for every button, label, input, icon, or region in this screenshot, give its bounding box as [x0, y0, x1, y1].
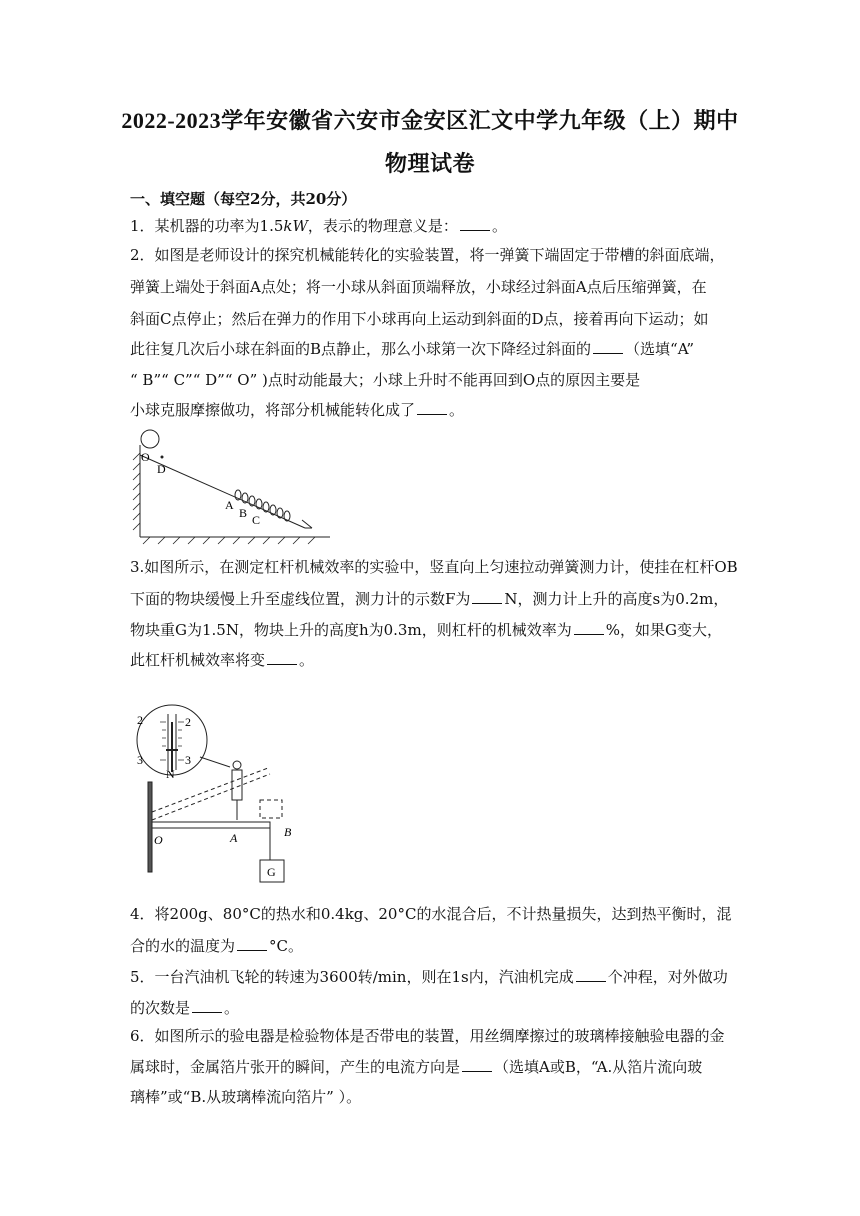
answer-blank[interactable] [460, 216, 490, 231]
question-4-line1: 4．将200g、80°C的热水和0.4kg、20°C的水混合后，不计热量损失，达到热平衡时，混 [130, 905, 732, 923]
incline-spring-figure [130, 425, 335, 545]
answer-blank[interactable] [237, 936, 267, 951]
label-G: G [267, 865, 276, 879]
answer-blank[interactable] [462, 1057, 492, 1072]
section-heading: 一、填空题（每空2分，共20分） [130, 190, 357, 208]
answer-blank[interactable] [574, 620, 604, 635]
answer-blank[interactable] [576, 967, 606, 982]
question-6-line3: 璃棒”或“B.从玻璃棒流向箔片” ）。 [130, 1088, 362, 1106]
question-2-line2: 弹簧上端处于斜面A点处；将一小球从斜面顶端释放，小球经过斜面A点后压缩弹簧，在 [130, 278, 707, 296]
label-A: A [225, 498, 234, 512]
question-2-line4: 此往复几次后小球在斜面的B点静止，那么小球第一次下降经过斜面的 （选填“A” [130, 340, 694, 358]
answer-blank[interactable] [593, 339, 623, 354]
label-B: B [284, 825, 292, 839]
label-C: C [252, 513, 261, 527]
question-3-line4: 此杠杆机械效率将变 。 [130, 651, 315, 669]
scale-mark-2-right: 2 [185, 715, 191, 729]
answer-blank[interactable] [192, 998, 222, 1013]
question-5-line2: 的次数是 。 [130, 999, 240, 1017]
question-6-line2: 属球时，金属箔片张开的瞬间，产生的电流方向是 （选填A或B，“A.从箔片流向玻 [130, 1058, 703, 1076]
answer-blank[interactable] [417, 400, 447, 415]
question-6-line1: 6．如图所示的验电器是检验物体是否带电的装置，用丝绸摩擦过的玻璃棒接触验电器的金 [130, 1027, 725, 1045]
lever-figure [130, 702, 305, 887]
label-D: D [157, 462, 166, 476]
label-A: A [230, 831, 238, 845]
question-3-line3: 物块重G为1.5N，物块上升的高度h为0.3m，则杠杆的机械效率为 %，如果G变大， [130, 621, 722, 639]
question-3-line2: 下面的物块缓慢上升至虚线位置，测力计的示数F为 N，测力计上升的高度s为0.2m， [130, 590, 729, 608]
scale-mark-3-left: 3 [137, 753, 143, 767]
exam-title-line1: 2022-2023学年安徽省六安市金安区汇文中学九年级（上）期中 [121, 108, 739, 133]
question-2-line3: 斜面C点停止；然后在弹力的作用下小球再向上运动到斜面的D点，接着再向下运动；如 [130, 310, 709, 328]
label-B: B [239, 506, 248, 520]
question-2-line5: “ B”“ C”“ D”“ O” )点时动能最大；小球上升时不能再回到O点的原因主要是 [130, 371, 641, 389]
question-3-line1: 3.如图所示，在测定杠杆机械效率的实验中，竖直向上匀速拉动弹簧测力计，使挂在杠杆OB [130, 558, 738, 576]
label-O: O [154, 833, 163, 847]
scale-unit-N: N [166, 767, 175, 781]
exam-title-line2: 物理试卷 [384, 151, 475, 176]
answer-blank[interactable] [267, 650, 297, 665]
question-4-line2: 合的水的温度为 °C。 [130, 937, 303, 955]
question-1: 1．某机器的功率为1.5kW，表示的物理意义是： 。 [130, 217, 507, 235]
question-2-line1: 2．如图是老师设计的探究机械能转化的实验装置，将一弹簧下端固定于带槽的斜面底端， [130, 246, 725, 264]
question-5-line1: 5．一台汽油机飞轮的转速为3600转/min，则在1s内，汽油机完成 个冲程，对外做功 [130, 968, 728, 986]
question-2-line6: 小球克服摩擦做功，将部分机械能转化成了 。 [130, 401, 465, 419]
scale-mark-2-left: 2 [137, 713, 143, 727]
scale-mark-3-right: 3 [185, 753, 191, 767]
answer-blank[interactable] [472, 589, 502, 604]
label-O: O [141, 450, 150, 464]
